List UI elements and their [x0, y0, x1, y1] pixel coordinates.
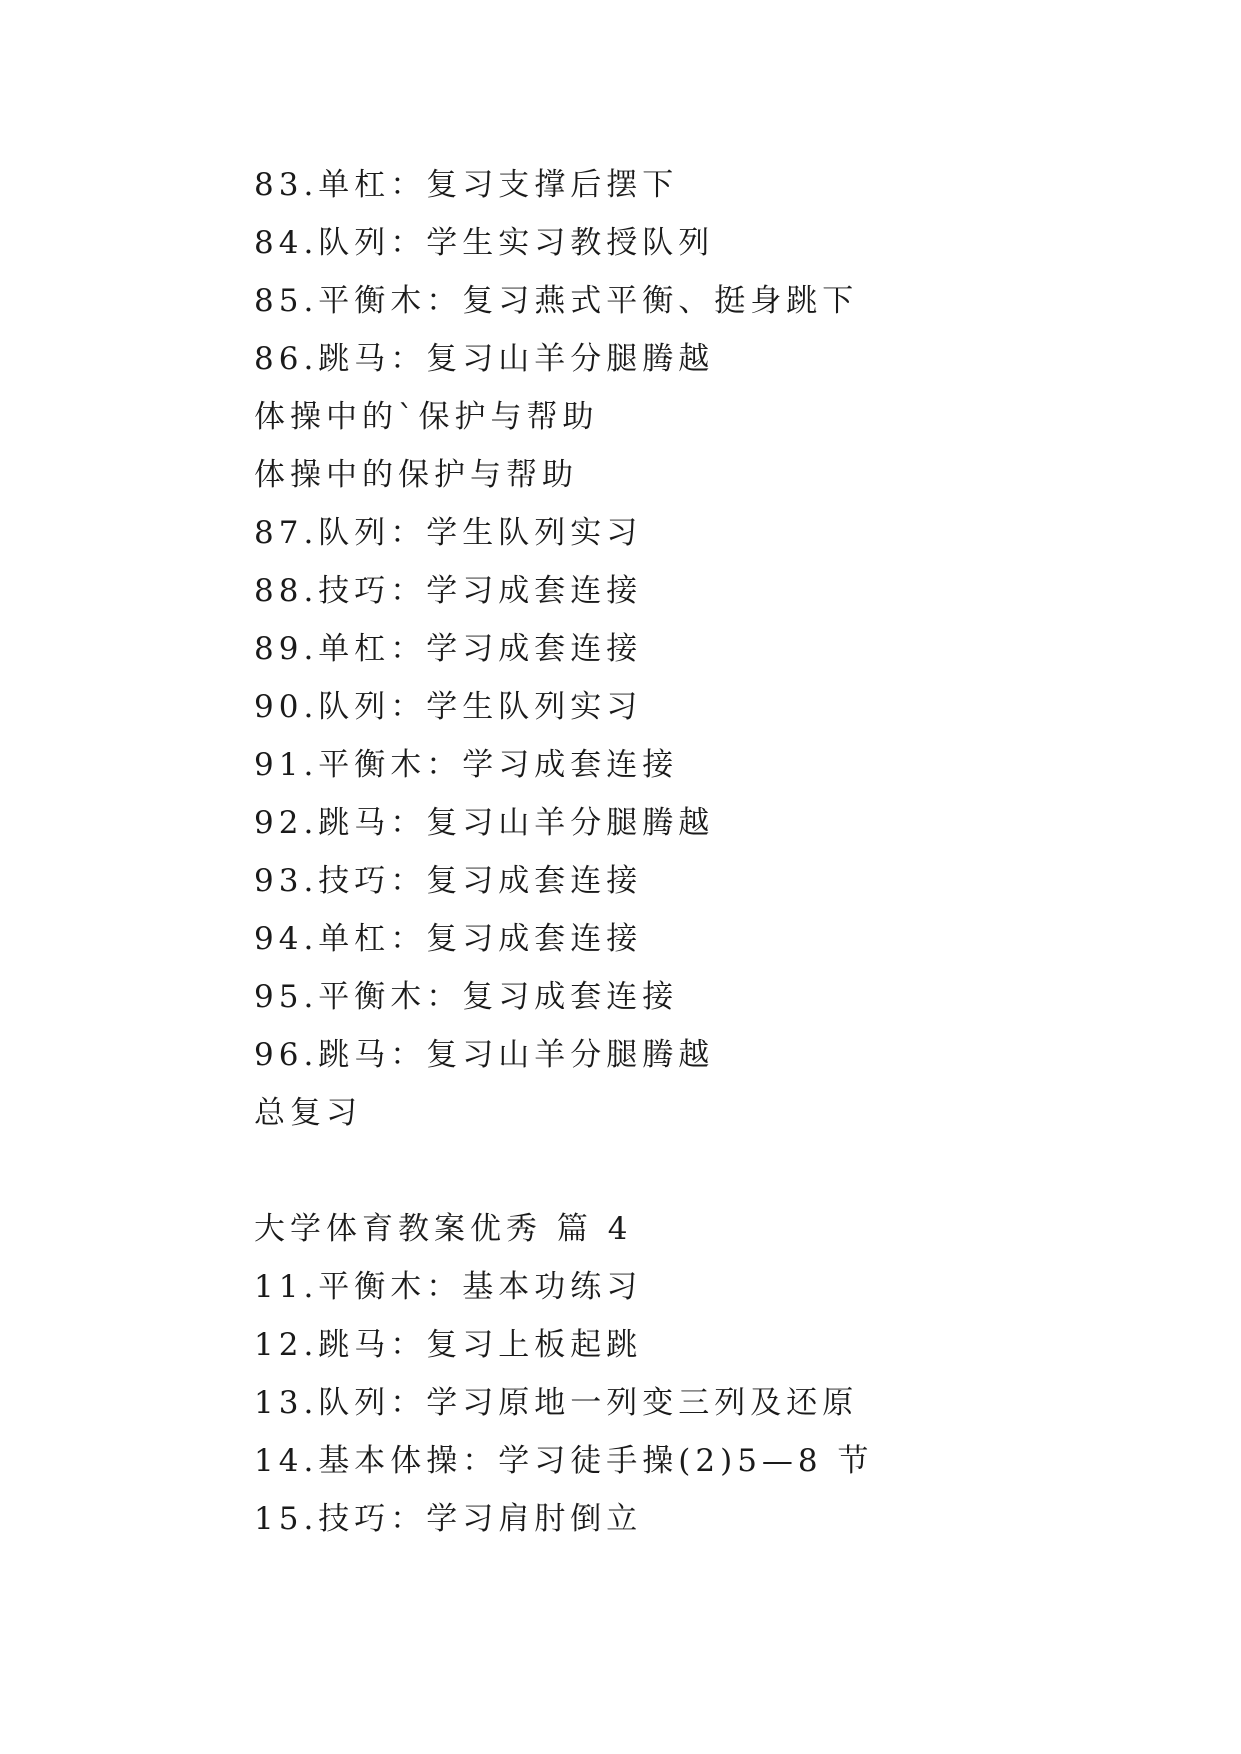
text-line: 14.基本体操：学习徒手操(2)5—8 节 [254, 1443, 874, 1479]
text-line: 93.技巧：复习成套连接 [254, 863, 643, 899]
paragraph-gap [254, 1142, 1154, 1200]
text-line: 92.跳马：复习山羊分腿腾越 [254, 805, 715, 841]
text-line: 15.技巧：学习肩肘倒立 [254, 1501, 643, 1537]
section-heading: 大学体育教案优秀 篇 4 [254, 1211, 633, 1247]
text-line: 85.平衡木：复习燕式平衡、挺身跳下 [254, 283, 859, 319]
text-line: 90.队列：学生队列实习 [254, 689, 643, 725]
text-line: 13.队列：学习原地一列变三列及还原 [254, 1385, 859, 1421]
document-body [254, 156, 1154, 1548]
text-line: 84.队列：学生实习教授队列 [254, 225, 715, 261]
text-line: 95.平衡木：复习成套连接 [254, 979, 679, 1015]
text-line: 体操中的`保护与帮助 [254, 399, 599, 435]
text-line: 87.队列：学生队列实习 [254, 515, 643, 551]
text-line: 12.跳马：复习上板起跳 [254, 1327, 643, 1363]
text-line: 94.单杠：复习成套连接 [254, 921, 643, 957]
text-line: 86.跳马：复习山羊分腿腾越 [254, 341, 715, 377]
text-line: 总复习 [254, 1095, 362, 1131]
text-line: 91.平衡木：学习成套连接 [254, 747, 679, 783]
text-line: 体操中的保护与帮助 [254, 457, 578, 493]
text-line: 88.技巧：学习成套连接 [254, 573, 643, 609]
text-line: 96.跳马：复习山羊分腿腾越 [254, 1037, 715, 1073]
text-line: 11.平衡木：基本功练习 [254, 1269, 643, 1305]
text-line: 83.单杠：复习支撑后摆下 [254, 167, 679, 203]
text-line: 89.单杠：学习成套连接 [254, 631, 643, 667]
